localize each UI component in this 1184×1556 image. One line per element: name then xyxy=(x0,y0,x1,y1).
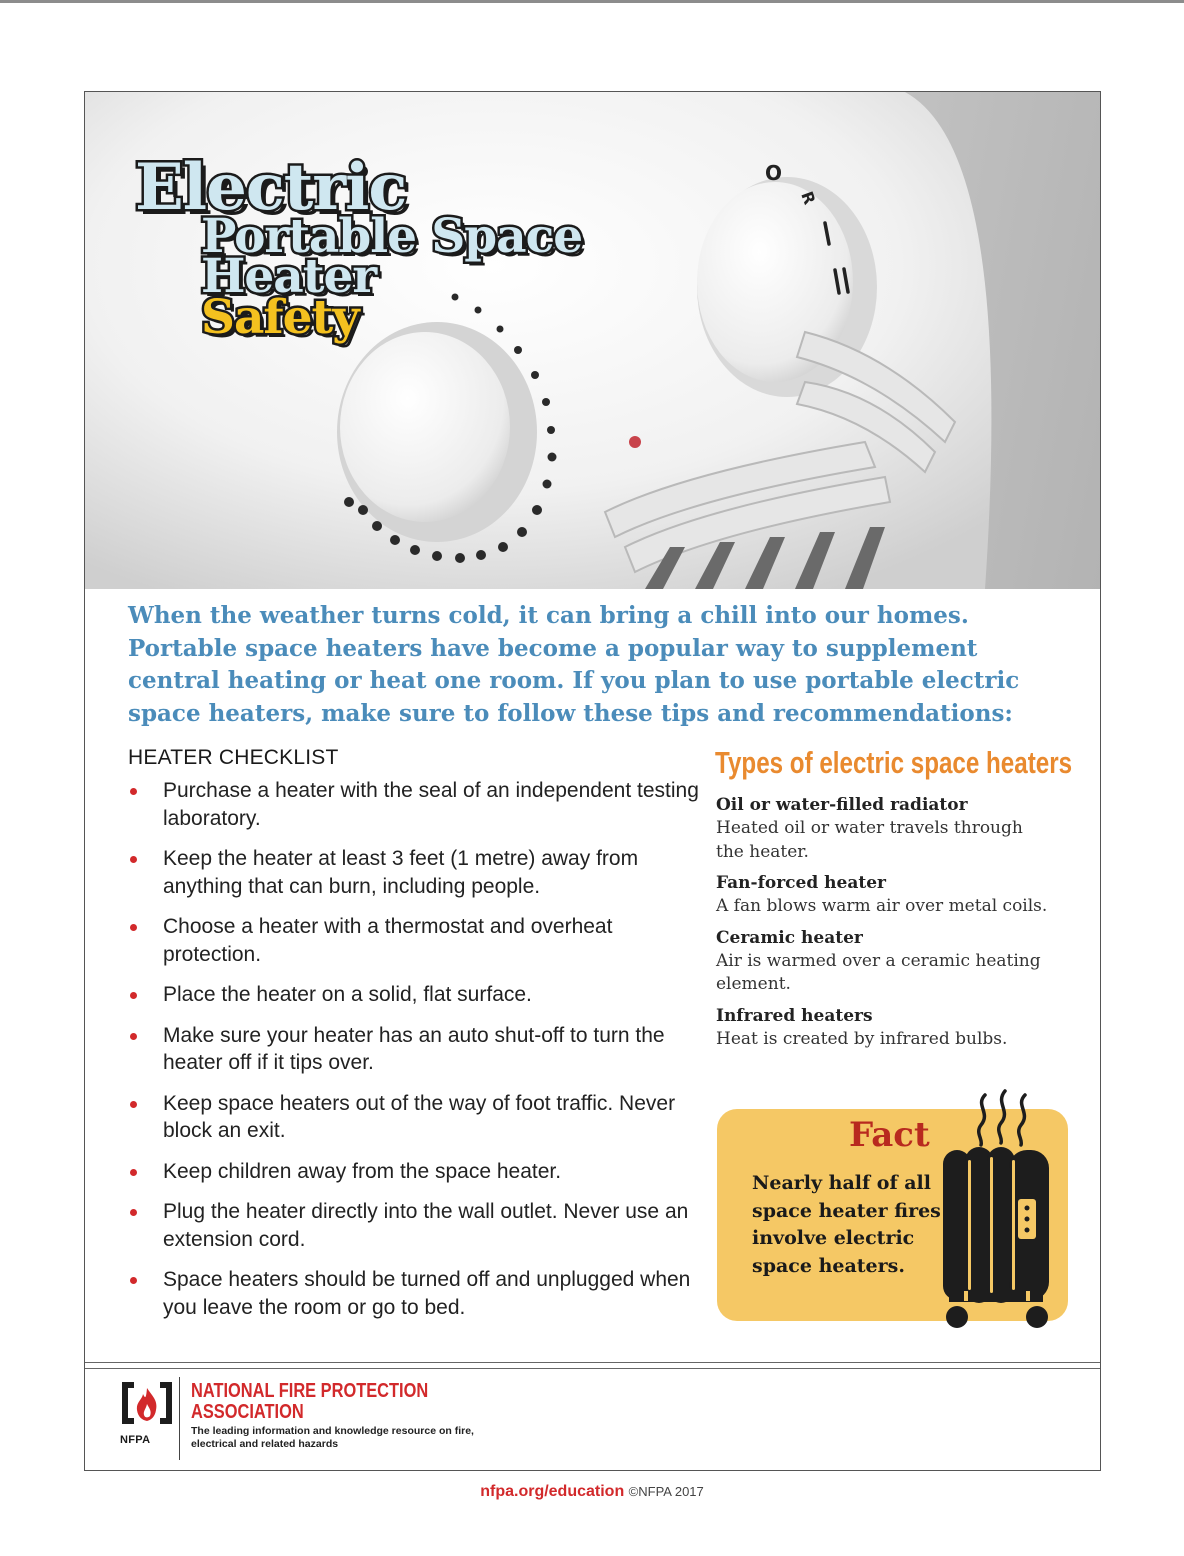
checklist-item-text: Make sure your heater has an auto shut-off to turn the heater off if it tips over. xyxy=(163,1023,665,1074)
title-line-heater: Heater xyxy=(201,249,377,305)
type-description: A fan blows warm air over metal coils. xyxy=(716,896,1048,916)
education-link[interactable]: nfpa.org/education xyxy=(480,1483,625,1500)
bullet-icon xyxy=(130,856,137,863)
type-description: Heat is created by infrared bulbs. xyxy=(716,1028,1008,1049)
intro-paragraph: When the weather turns cold, it can bring a chill into our homes. Portable space heaters have become a popular way to supplement central heating or heat one room. If you plan to use portable electric space heaters, make sure to follow these tips and recommendations: xyxy=(128,602,1020,727)
footer-divider xyxy=(179,1377,180,1460)
checklist-item-text: Keep space heaters out of the way of foot traffic. Never block an exit. xyxy=(163,1091,676,1142)
checklist-item-text: Choose a heater with a thermostat and overheat protection. xyxy=(163,915,613,966)
checklist-item xyxy=(128,845,703,900)
checklist-item-text: Plug the heater directly into the wall outlet. Never use an extension cord. xyxy=(163,1200,689,1251)
heater-types-list xyxy=(716,794,1056,1059)
checklist-item xyxy=(128,913,703,968)
bullet-icon xyxy=(130,924,137,931)
checklist-item xyxy=(128,1090,703,1145)
checklist-item xyxy=(128,777,703,832)
type-name: Infrared heaters xyxy=(716,1005,873,1026)
copyright: ©NFPA 2017 xyxy=(628,1484,704,1499)
checklist-heading: HEATER CHECKLIST xyxy=(128,746,339,769)
radiator-icon xyxy=(935,1085,1060,1335)
type-name: Oil or water-filled radiator xyxy=(716,795,968,815)
hero-image xyxy=(85,92,1101,589)
type-item xyxy=(716,872,1056,919)
checklist-item-text: Keep the heater at least 3 feet (1 metre) away from anything that can burn, including people. xyxy=(163,847,639,898)
page-footer xyxy=(0,1483,1184,1501)
dial-label-r: R xyxy=(797,188,820,207)
checklist-item xyxy=(128,1158,703,1186)
title-line-electric: Electric xyxy=(135,150,407,225)
checklist-item-text: Keep children away from the space heater. xyxy=(163,1159,562,1183)
type-item xyxy=(716,1005,1056,1052)
bullet-icon xyxy=(130,992,137,999)
dial-label-off: O xyxy=(765,161,783,185)
logo-label: NFPA xyxy=(120,1434,151,1446)
type-item xyxy=(716,794,1056,864)
org-tagline: The leading information and knowledge resource on fire, electrical and related hazards xyxy=(191,1425,474,1450)
bullet-icon xyxy=(130,788,137,795)
bullet-icon xyxy=(130,1033,137,1040)
page-title xyxy=(135,150,583,346)
nfpa-logo-icon xyxy=(118,1380,176,1432)
checklist-item xyxy=(128,1022,703,1077)
title-line-portable-space: Portable Space xyxy=(201,208,583,264)
title-line-safety: Safety xyxy=(201,290,359,346)
bullet-icon xyxy=(130,1101,137,1108)
types-heading: Types of electric space heaters xyxy=(715,745,1073,780)
checklist-item-text: Purchase a heater with the seal of an independent testing laboratory. xyxy=(163,779,699,830)
checklist-item xyxy=(128,981,703,1009)
type-description: Air is warmed over a ceramic heating element. xyxy=(716,950,1041,994)
top-rule xyxy=(0,0,1184,3)
type-description: Heated oil or water travels through the heater. xyxy=(716,818,1023,862)
flyer-card xyxy=(84,91,1101,1471)
type-name: Fan-forced heater xyxy=(716,873,886,893)
fact-title: Fact xyxy=(849,1115,930,1155)
fact-text: Nearly half of all space heater fires involve electric space heaters. xyxy=(752,1172,941,1277)
checklist-item xyxy=(128,1266,703,1321)
heater-checklist xyxy=(128,777,703,1334)
footer-rule-top xyxy=(85,1362,1101,1363)
bullet-icon xyxy=(130,1277,137,1284)
checklist-item-text: Space heaters should be turned off and unplugged when you leave the room or go to bed. xyxy=(163,1268,691,1319)
org-name: NATIONAL FIRE PROTECTION ASSOCIATION xyxy=(191,1380,429,1423)
bullet-icon xyxy=(130,1169,137,1176)
footer-rule-bottom xyxy=(85,1368,1101,1369)
type-item xyxy=(716,927,1056,997)
checklist-item-text: Place the heater on a solid, flat surface. xyxy=(163,983,532,1006)
checklist-item xyxy=(128,1198,703,1253)
bullet-icon xyxy=(130,1209,137,1216)
type-name: Ceramic heater xyxy=(716,927,863,948)
